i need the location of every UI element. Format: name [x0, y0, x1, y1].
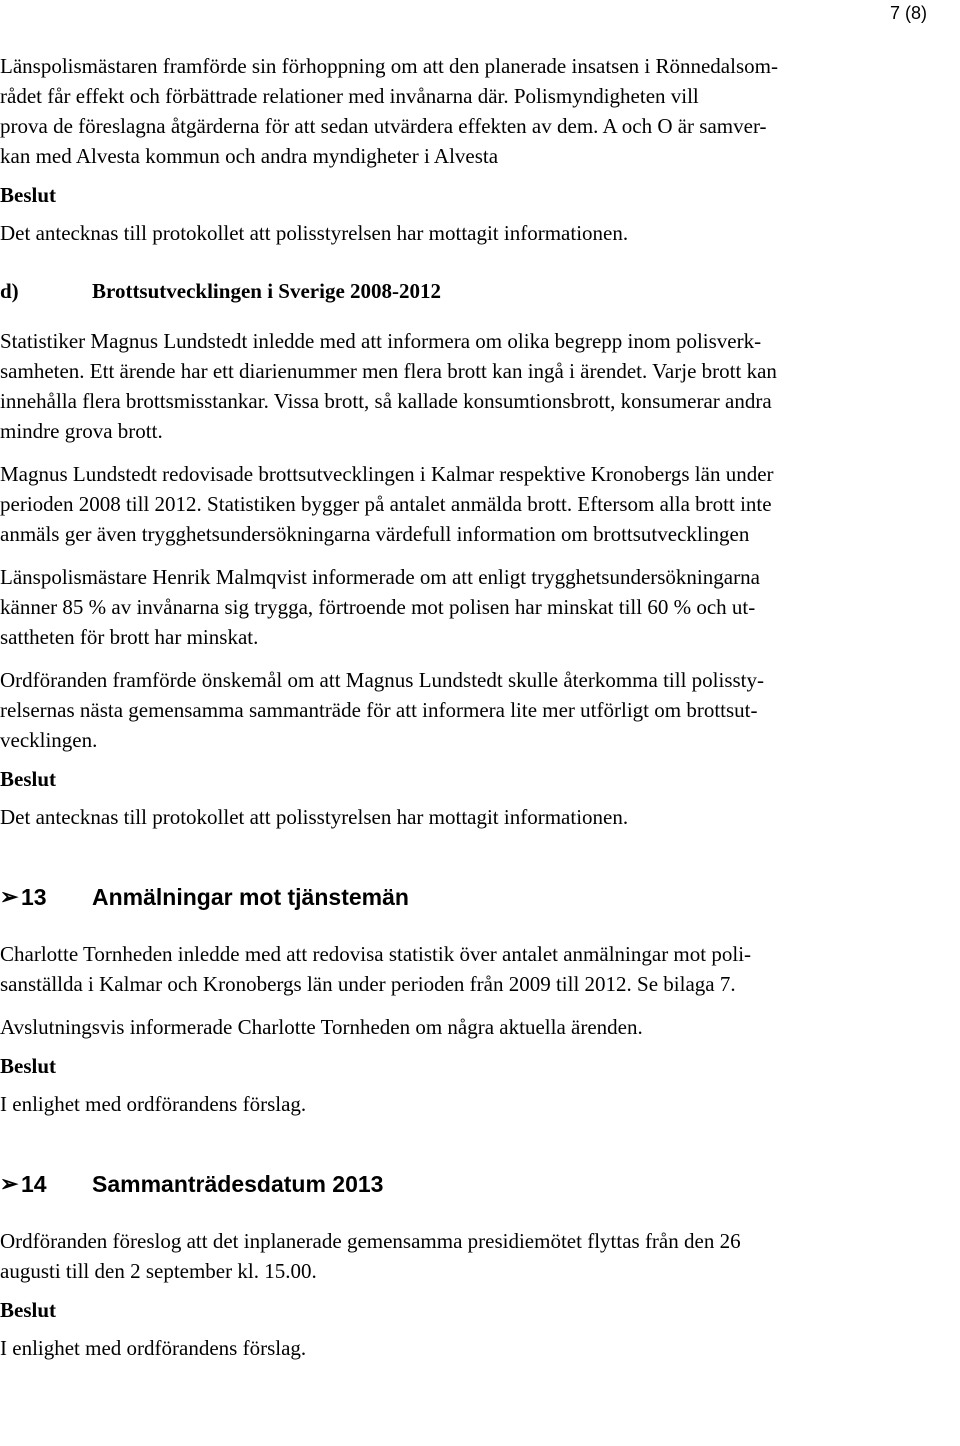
beslut-heading: Beslut	[0, 1054, 57, 1078]
section-13-title: Anmälningar mot tjänstemän	[92, 884, 409, 910]
item-d-title: Brottsutvecklingen i Sverige 2008-2012	[92, 279, 442, 303]
intro-paragraph: Länspolismästaren framförde sin förhoppning om att den planerade insatsen i Rönnedalsom- rådet får effekt och förbättrade relationer med invånarna där. Polismyndigheten vill prova de föreslagna åtgärderna för att sedan utvärdera effekten av dem. A och O är samver- kan med Alvesta kommun och andra myndigheter i Alvesta	[0, 54, 778, 168]
item-d-paragraph-4: Ordföranden framförde önskemål om att Magnus Lundstedt skulle återkomma till polissty- relsernas nästa gemensamma sammanträde för att informera lite mer utförligt om brottsut- vecklingen.	[0, 668, 764, 752]
section-14-paragraph-1: Ordföranden föreslog att det inplanerade gemensamma presidiemötet flyttas från den 26 augusti till den 2 september kl. 15.00.	[0, 1229, 741, 1283]
beslut-text: I enlighet med ordförandens förslag.	[0, 1092, 307, 1116]
arrow-bullet-icon: ➢	[0, 884, 19, 909]
section-13-paragraph-1: Charlotte Tornheden inledde med att redovisa statistik över antalet anmälningar mot poli- sanställda i Kalmar och Kronobergs län under perioden från 2009 till 2012. Se bilaga 7.	[0, 942, 752, 996]
beslut-text: I enlighet med ordförandens förslag.	[0, 1336, 307, 1360]
section-13-heading	[0, 881, 956, 913]
arrow-bullet-icon: ➢	[0, 1171, 19, 1196]
item-d-label: d)	[0, 279, 19, 303]
item-d-paragraph-2: Magnus Lundstedt redovisade brottsutvecklingen i Kalmar respektive Kronobergs län under perioden 2008 till 2012. Statistiken bygger på antalet anmälda brott. Eftersom alla brott inte anmäls ger även trygghetsundersökningarna värdefull information om brottsutvecklingen	[0, 462, 774, 546]
document-body	[0, 51, 956, 1376]
beslut-heading: Beslut	[0, 1298, 57, 1322]
beslut-text: Det antecknas till protokollet att polisstyrelsen har mottagit informationen.	[0, 221, 629, 245]
item-d-paragraph-3: Länspolismästare Henrik Malmqvist informerade om att enligt trygghetsundersökningarna känner 85 % av invånarna sig trygga, förtroende mot polisen har minskat till 60 % och ut- sattheten för brott har minskat.	[0, 565, 760, 649]
beslut-text: Det antecknas till protokollet att polisstyrelsen har mottagit informationen.	[0, 805, 629, 829]
item-d-paragraph-1: Statistiker Magnus Lundstedt inledde med att informera om olika begrepp inom polisverk- samheten. Ett ärende har ett diarienummer men flera brott kan ingå i ärendet. Varje brott kan innehålla flera brottsmisstankar. Vissa brott, så kallade konsumtionsbrott, konsumerar andra mindre grova brott.	[0, 329, 777, 443]
section-14-title: Sammanträdesdatum 2013	[92, 1171, 384, 1197]
section-13-paragraph-2: Avslutningsvis informerade Charlotte Tornheden om några aktuella ärenden.	[0, 1015, 643, 1039]
beslut-heading: Beslut	[0, 767, 57, 791]
section-14-number: 14	[21, 1171, 47, 1197]
page-number: 7 (8)	[889, 3, 927, 23]
section-14-heading	[0, 1168, 956, 1200]
beslut-heading: Beslut	[0, 183, 57, 207]
item-d-heading	[0, 276, 956, 306]
section-13-number: 13	[21, 884, 47, 910]
